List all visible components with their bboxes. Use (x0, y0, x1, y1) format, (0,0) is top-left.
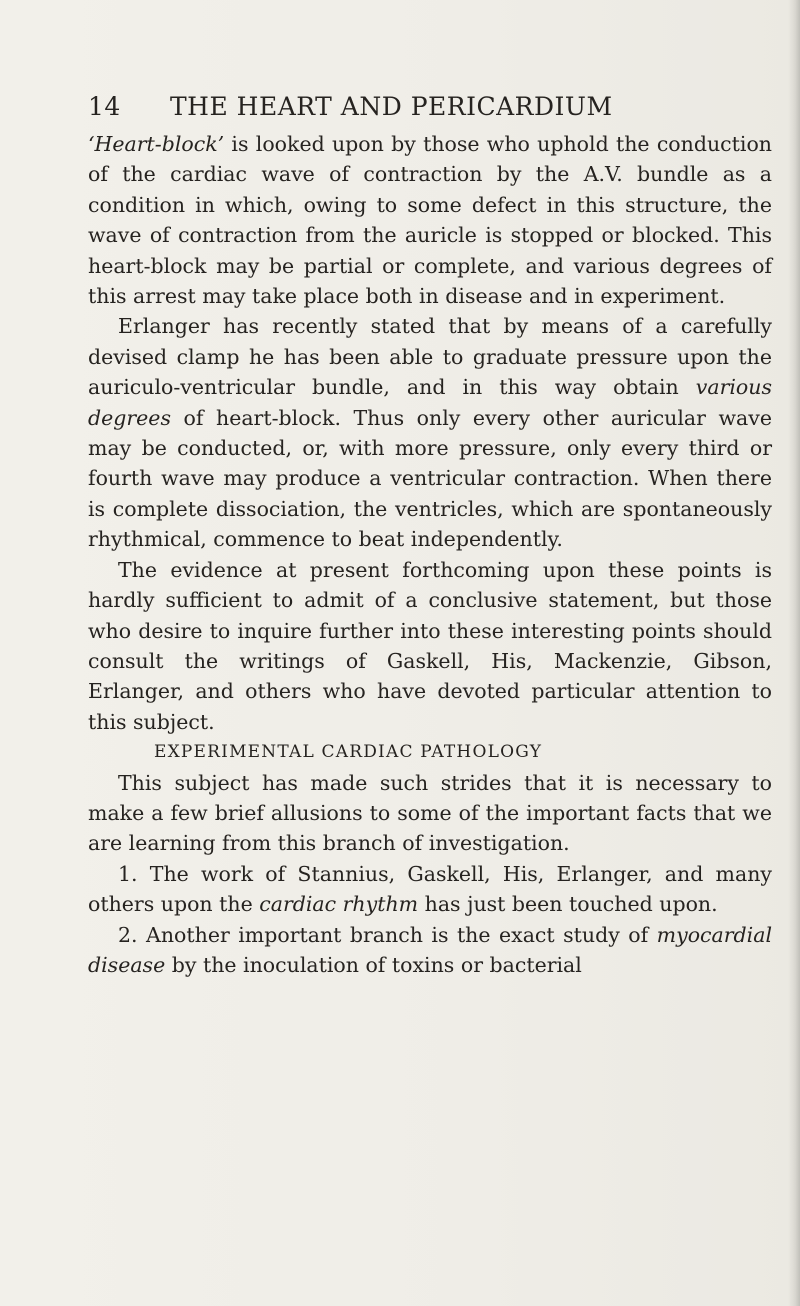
paragraph-text: is looked upon by those who uphold the conduction of the cardiac wave of contraction by the A.V. bundle as a condition in which, owing to some defect in this structure, the wave of contraction from the auricle is stopped or blocked. This heart-block may be partial or complete, and various degrees of this arrest may take place both in disease and in experiment. (88, 132, 772, 309)
paragraph-text: has just been touched upon. (418, 892, 718, 917)
paragraph-item-1 (88, 859, 772, 920)
paragraph-text: Erlanger has recently stated that by means of a carefully devised clamp he has been able to graduate pressure upon the auriculo-ventricular bundle, and in this way obtain (88, 314, 772, 400)
paragraph-erlanger (88, 311, 772, 554)
paragraph-text: 2. Another important branch is the exact study of (118, 922, 657, 947)
running-head (88, 92, 728, 126)
section-heading: EXPERIMENTAL CARDIAC PATHOLOGY (154, 742, 543, 763)
paragraph-text: by the inoculation of toxins or bacterial (165, 952, 582, 977)
body-text (88, 129, 772, 980)
emphasis-various-degrees: various degrees (88, 375, 772, 430)
paragraph-heart-block (88, 129, 772, 311)
running-title: THE HEART AND PERICARDIUM (170, 92, 613, 121)
page-edge-shadow (788, 0, 800, 1306)
paragraph-subject: This subject has made such strides that it is necessary to make a few brief allusions to some of the important facts that we are learning from this branch of investigation. (88, 770, 772, 856)
emphasis-myocardial-disease: myocardial disease (88, 922, 772, 977)
heart-block-term: ‘Heart-block’ (88, 132, 225, 156)
paragraph-item-2 (88, 920, 772, 981)
paragraph-evidence: The evidence at present forthcoming upon these points is hardly sufficient to admit of a conclusive statement, but those who desire to inquire further into these interesting points should consult the writings of Gaskell, His, Mackenzie, Gibson, Erlanger, and others who have devoted particular attention to this subject. (88, 557, 772, 734)
emphasis-cardiac-rhythm: cardiac rhythm (259, 892, 419, 917)
paragraph-text: 1. The work of Stannius, Gaskell, His, Erlanger, and many others upon the (88, 861, 772, 917)
page-number: 14 (88, 92, 121, 121)
paragraph-text: of heart-block. Thus only every other auricular wave may be conducted, or, with more pressure, only every third or fourth wave may produce a ventricular contraction. When there is complete dissociation, the ventricles, which are spontaneously rhythmical, commence to beat independently. (88, 405, 772, 552)
